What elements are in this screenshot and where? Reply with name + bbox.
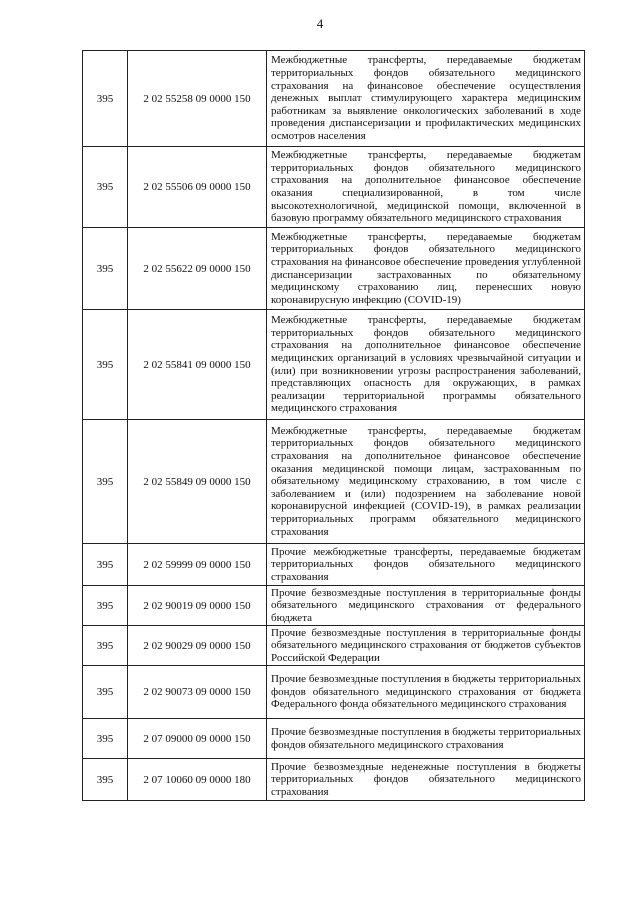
table-row (83, 626, 585, 666)
description-cell: Прочие безвозмездные поступления в бюджеты территориальных фондов обязательного медицинского страхования от бюджета Федерального фонда обязательного медицинского страхования (267, 666, 585, 719)
budget-code-cell: 2 02 55258 09 0000 150 (128, 51, 267, 147)
budget-code-cell: 2 02 55841 09 0000 150 (128, 310, 267, 420)
description-cell: Межбюджетные трансферты, передаваемые бюджетам территориальных фондов обязательного медицинского страхования на дополнительное финансовое обеспечение оказания медицинской помощи лицам, застрахованным по обязательному медицинскому страхованию, в том числе с заболеванием и (или) подозрением на заболевание новой коронавирусной инфекцией (COVID-19), в рамках реализации территориальных программ обязательного медицинского страхования (267, 420, 585, 544)
description-cell: Прочие безвозмездные поступления в территориальные фонды обязательного медицинского страхования от федерального бюджета (267, 586, 585, 626)
table-row (83, 310, 585, 420)
budget-code-cell: 2 02 90019 09 0000 150 (128, 586, 267, 626)
admin-code-cell: 395 (83, 310, 128, 420)
table-body (83, 51, 585, 801)
budget-code-cell: 2 02 59999 09 0000 150 (128, 544, 267, 586)
description-cell: Межбюджетные трансферты, передаваемые бюджетам территориальных фондов обязательного медицинского страхования на дополнительное финансовое обеспечение медицинских организаций в условиях чрезвычайной ситуации и (или) при возникновении угрозы распространения заболеваний, представляющих опасность для окружающих, в рамках реализации территориальной программы обязательного медицинского страхования (267, 310, 585, 420)
table-row (83, 759, 585, 801)
table-row (83, 544, 585, 586)
budget-code-cell: 2 02 55849 09 0000 150 (128, 420, 267, 544)
page-number: 4 (316, 16, 324, 31)
admin-code-cell: 395 (83, 666, 128, 719)
revenue-codes-table (82, 50, 585, 801)
budget-code-cell: 2 07 09000 09 0000 150 (128, 719, 267, 759)
admin-code-cell: 395 (83, 586, 128, 626)
description-cell: Межбюджетные трансферты, передаваемые бюджетам территориальных фондов обязательного медицинского страхования на дополнительное финансовое обеспечение оказания специализированной, в том числе высокотехнологичной, медицинской помощи, включенной в базовую программу обязательного медицинского страхования (267, 147, 585, 228)
description-cell: Межбюджетные трансферты, передаваемые бюджетам территориальных фондов обязательного медицинского страхования на финансовое обеспечение осуществления денежных выплат стимулирующего характера медицинским работникам за выявление онкологических заболеваний в ходе проведения диспансеризации и профилактических медицинских осмотров населения (267, 51, 585, 147)
admin-code-cell: 395 (83, 51, 128, 147)
admin-code-cell: 395 (83, 420, 128, 544)
budget-code-cell: 2 02 90029 09 0000 150 (128, 626, 267, 666)
budget-code-cell: 2 07 10060 09 0000 180 (128, 759, 267, 801)
admin-code-cell: 395 (83, 228, 128, 310)
description-cell: Прочие безвозмездные неденежные поступления в бюджеты территориальных фондов обязательного медицинского страхования (267, 759, 585, 801)
table-row (83, 51, 585, 147)
description-cell: Прочие безвозмездные поступления в бюджеты территориальных фондов обязательного медицинского страхования (267, 719, 585, 759)
description-cell: Межбюджетные трансферты, передаваемые бюджетам территориальных фондов обязательного медицинского страхования на финансовое обеспечение проведения углубленной диспансеризации застрахованных по обязательному медицинскому страхованию лиц, перенесших новую коронавирусную инфекцию (COVID-19) (267, 228, 585, 310)
budget-code-cell: 2 02 55622 09 0000 150 (128, 228, 267, 310)
admin-code-cell: 395 (83, 626, 128, 666)
description-cell: Прочие безвозмездные поступления в территориальные фонды обязательного медицинского страхования от бюджетов субъектов Российской Федерации (267, 626, 585, 666)
table-row (83, 666, 585, 719)
budget-code-cell: 2 02 90073 09 0000 150 (128, 666, 267, 719)
table-row (83, 147, 585, 228)
budget-code-cell: 2 02 55506 09 0000 150 (128, 147, 267, 228)
table-row (83, 228, 585, 310)
admin-code-cell: 395 (83, 719, 128, 759)
table-row (83, 420, 585, 544)
admin-code-cell: 395 (83, 544, 128, 586)
description-cell: Прочие межбюджетные трансферты, передаваемые бюджетам территориальных фондов обязательного медицинского страхования (267, 544, 585, 586)
admin-code-cell: 395 (83, 147, 128, 228)
table-row (83, 719, 585, 759)
table-row (83, 586, 585, 626)
admin-code-cell: 395 (83, 759, 128, 801)
